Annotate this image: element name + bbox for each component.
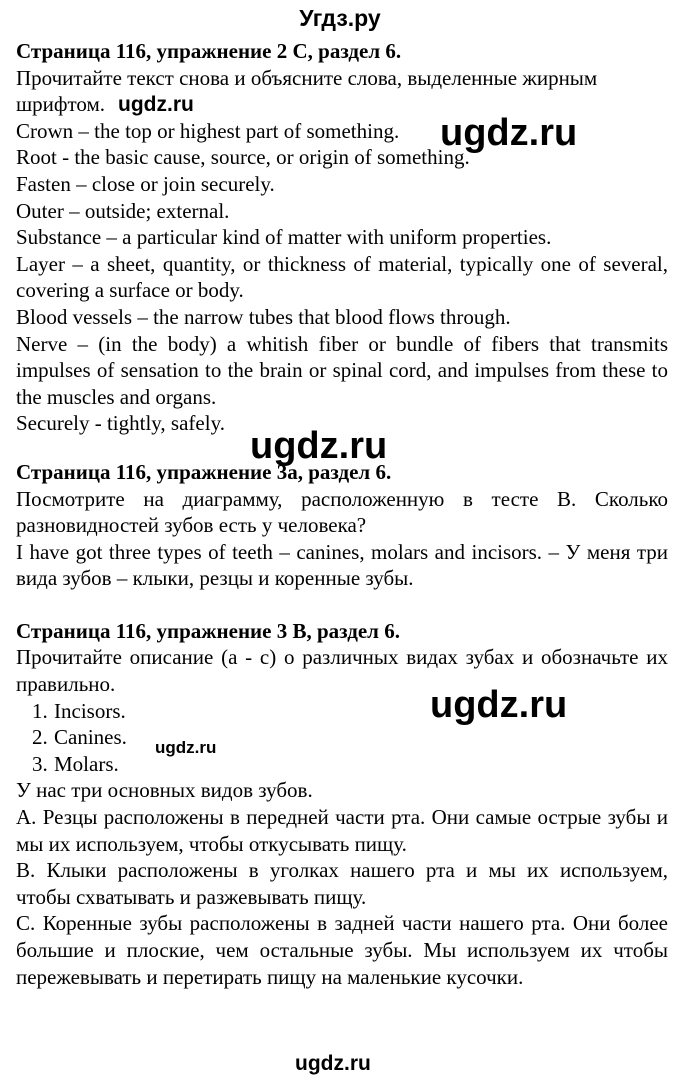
list-item: 3. Molars. bbox=[32, 751, 119, 776]
list-item: 2. Canines. bbox=[32, 725, 127, 750]
definition-nerve: Nerve – (in the body) a whitish fiber or bundle of fibers that transmits impulses of sensation to the brain or spinal cord, and impulses from these to the muscles and organs. bbox=[16, 331, 668, 409]
paragraph-canines: В. Клыки расположены в уголках нашего рта и мы их используем, чтобы схватывать и разжевывать пищу. bbox=[16, 858, 668, 909]
section-2-task: Посмотрите на диаграмму, расположенную в тесте В. Сколько разновидностей зубов есть у человека? bbox=[16, 486, 668, 538]
section-1-task-line-2: шрифтом. bbox=[16, 92, 106, 117]
watermark: ugdz.ru bbox=[430, 684, 568, 726]
section-2-heading: Страница 116, упражнение 3a, раздел 6. bbox=[16, 459, 392, 484]
section-1-heading: Страница 116, упражнение 2 С, раздел 6. bbox=[16, 39, 402, 63]
definition-securely: Securely - tightly, safely. bbox=[16, 411, 225, 436]
site-title: Угдз.ру bbox=[299, 5, 381, 31]
list-item: 1. Incisors. bbox=[32, 698, 126, 723]
section-3-intro: У нас три основных видов зубов. bbox=[16, 778, 313, 803]
watermark: ugdz.ru bbox=[440, 112, 578, 154]
definition-layer: Layer – a sheet, quantity, or thickness of material, typically one of several, covering a surface or body. bbox=[16, 251, 668, 303]
section-1-task-line-1: Прочитайте текст снова и объясните слова, выделенные жирным bbox=[16, 65, 598, 90]
definition-outer: Outer – outside; external. bbox=[16, 198, 230, 223]
document-body bbox=[16, 38, 668, 990]
definition-root: Root - the basic cause, source, or origin of something. bbox=[16, 145, 470, 170]
definition-crown: Crown – the top or highest part of something. bbox=[16, 118, 400, 143]
definition-substance: Substance – a particular kind of matter with uniform properties. bbox=[16, 225, 552, 250]
watermark: ugdz.ru bbox=[155, 738, 217, 757]
footer-watermark: ugdz.ru bbox=[295, 1052, 371, 1075]
teeth-list bbox=[16, 698, 668, 778]
watermark: ugdz.ru bbox=[250, 425, 388, 467]
watermark: ugdz.ru bbox=[118, 93, 194, 116]
definition-blood-vessels: Blood vessels – the narrow tubes that blood flows through. bbox=[16, 304, 511, 329]
paragraph-molars: С. Коренные зубы расположены в задней части нашего рта. Они более большие и плоские, чем остальные зубы. Мы используем их чтобы пережевывать и перетирать пищу на маленькие кусочки. bbox=[16, 911, 668, 989]
paragraph-incisors: А. Резцы расположены в передней части рта. Они самые острые зубы и мы их используем, чтобы откусывать пищу. bbox=[16, 805, 668, 856]
section-3-task: Прочитайте описание (a - c) о различных видах зубах и обозначьте их правильно. bbox=[16, 645, 668, 697]
section-2-answer: I have got three types of teeth – canines, molars and incisors. – У меня три вида зубов – клыки, резцы и коренные зубы. bbox=[16, 539, 668, 591]
definition-fasten: Fasten – close or join securely. bbox=[16, 171, 275, 196]
section-3-heading: Страница 116, упражнение 3 В, раздел 6. bbox=[16, 618, 400, 643]
